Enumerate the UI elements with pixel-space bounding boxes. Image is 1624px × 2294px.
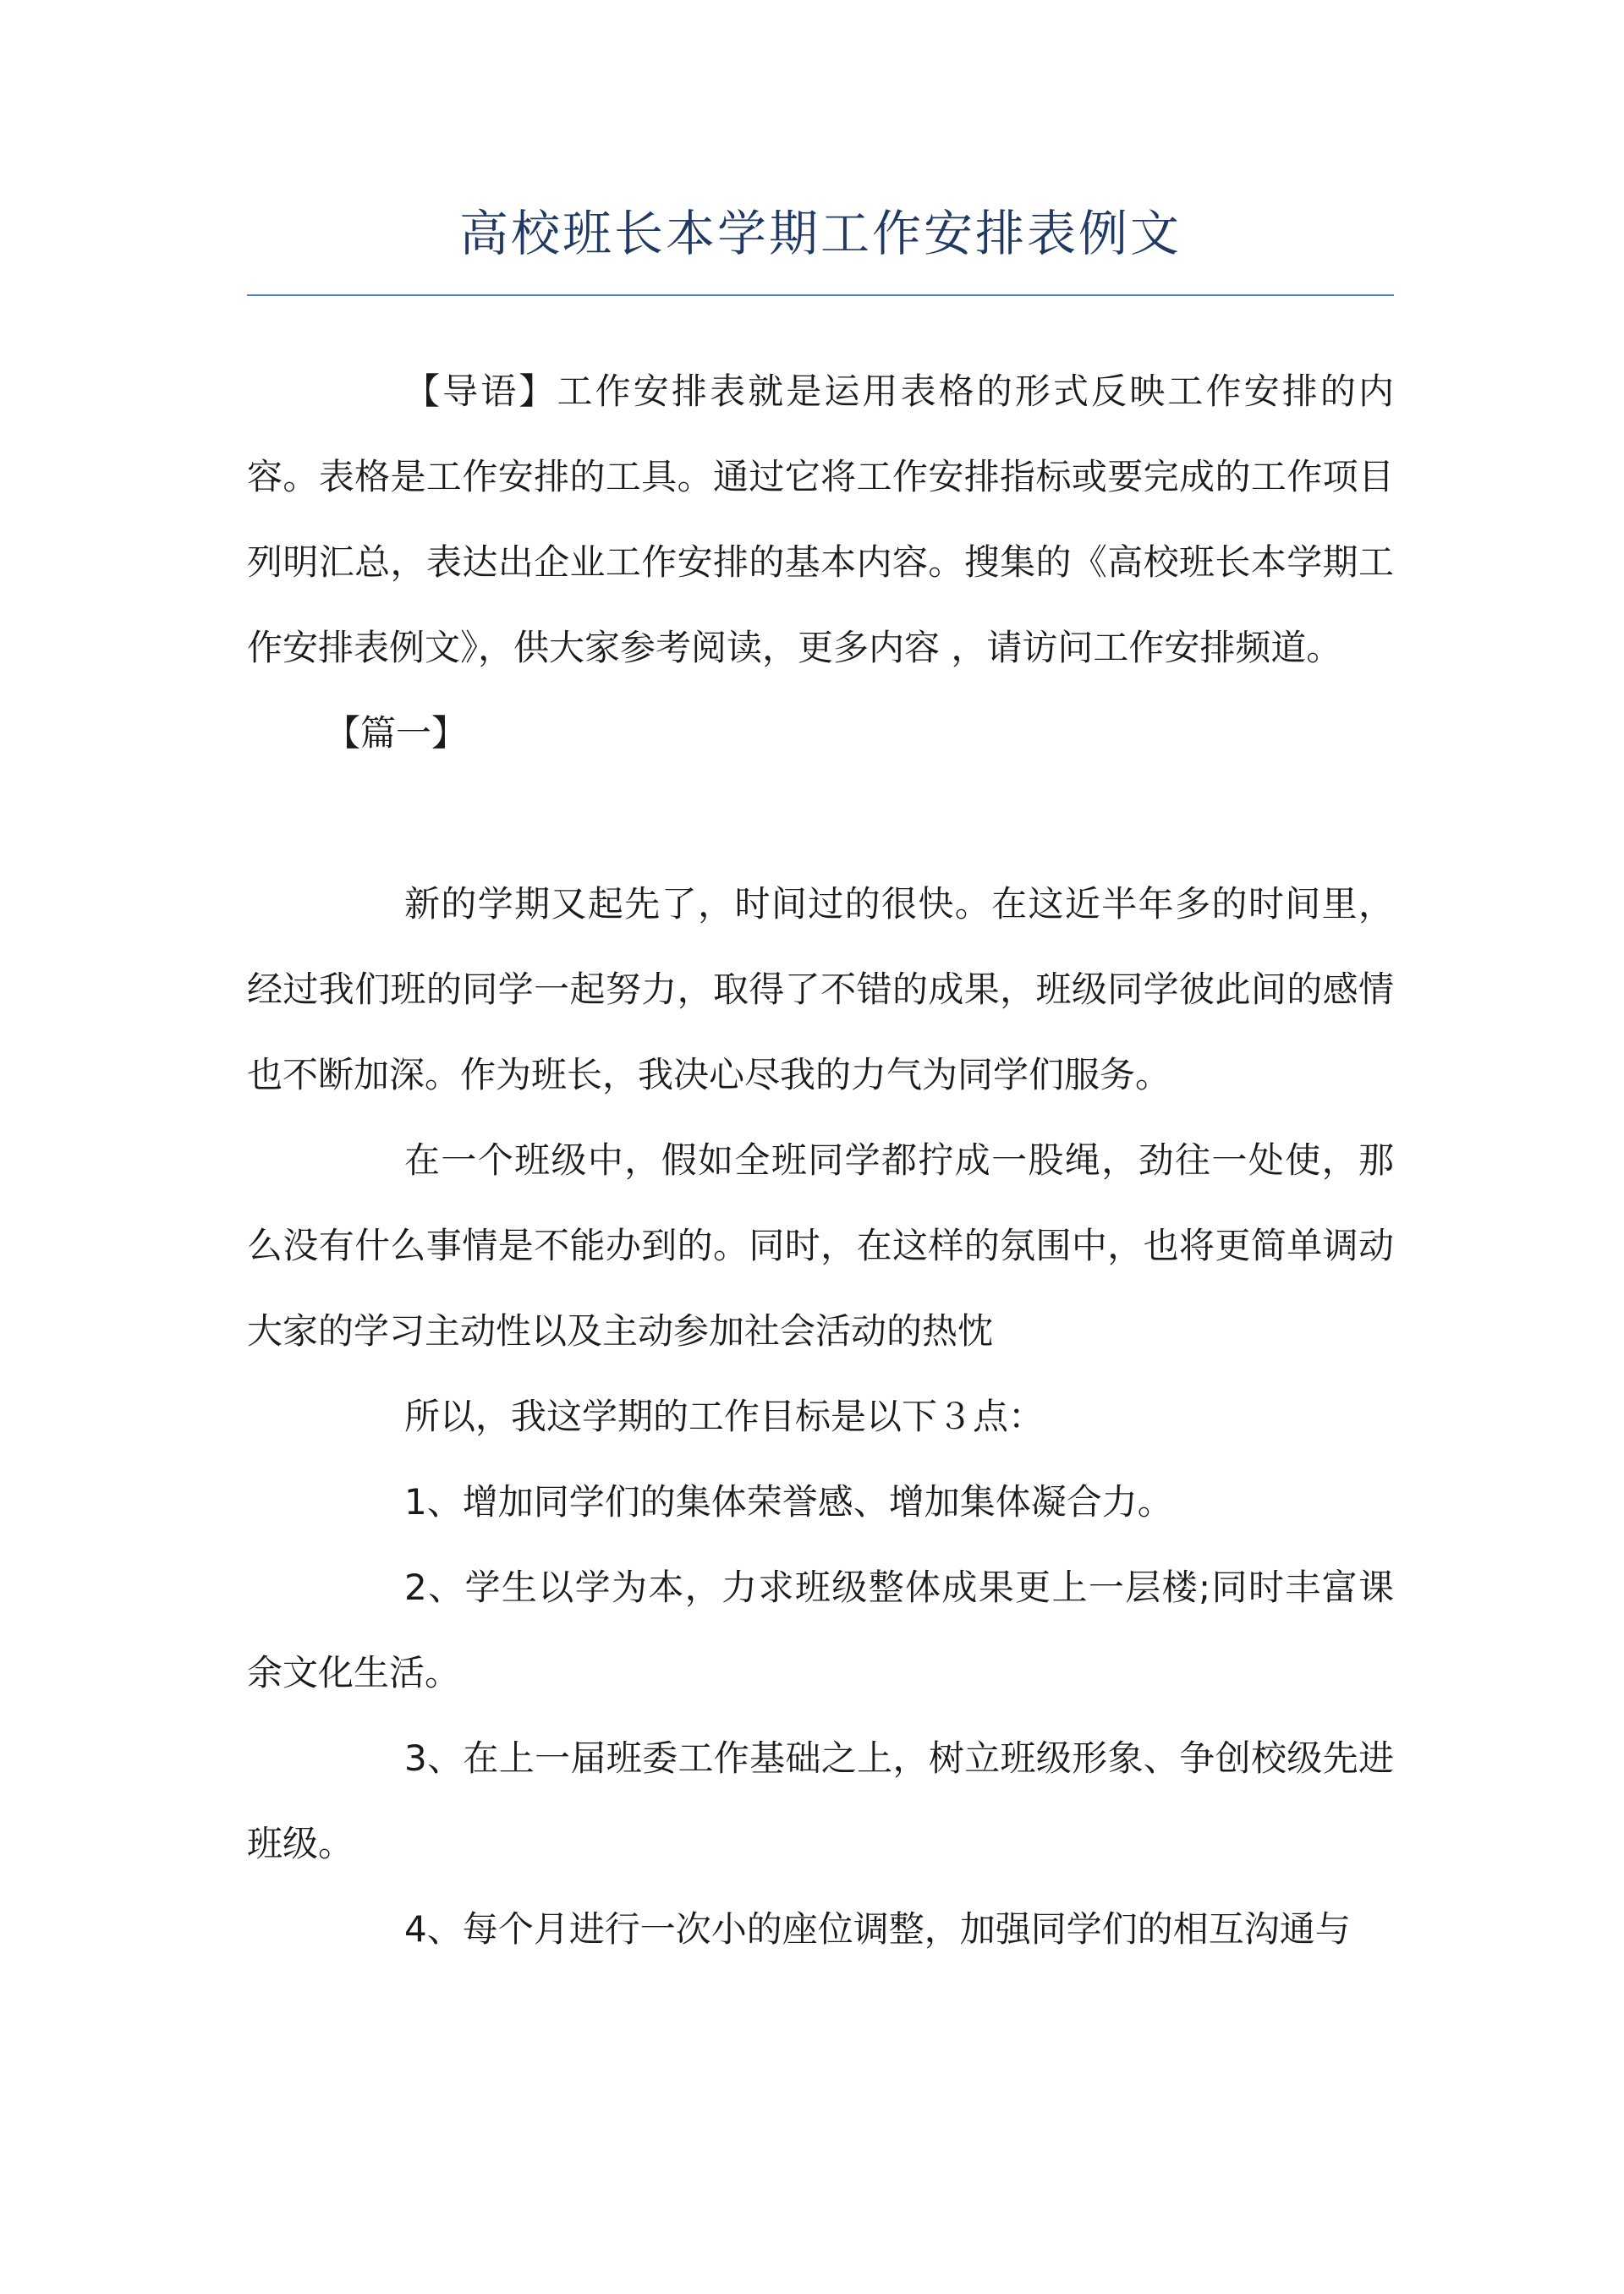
blank-line — [247, 776, 1394, 861]
body-paragraph: 新的学期又起先了，时间过的很快。在这近半年多的时间里，经过我们班的同学一起努力，取得了不错的成果，班级同学彼此间的感情也不断加深。作为班长，我决心尽我的力气为同学们服务。 — [247, 883, 1394, 1095]
list-item: 2、学生以学为本，力求班级整体成果更上一层楼;同时丰富课余文化生活。 — [247, 1567, 1394, 1693]
body-paragraph: 在一个班级中，假如全班同学都拧成一股绳，劲往一处使，那么没有什么事情是不能办到的。同时，在这样的氛围中，也将更简单调动大家的学习主动性以及主动参加社会活动的热忱 — [247, 1139, 1394, 1352]
title-underline — [247, 294, 1394, 296]
body-paragraph: 所以，我这学期的工作目标是以下３点： — [404, 1396, 1045, 1437]
list-item: 1、增加同学们的集体荣誉感、增加集体凝合力。 — [404, 1481, 1173, 1523]
document-body — [247, 348, 1394, 1972]
section-heading: 【篇一】 — [325, 712, 468, 754]
list-item: 4、每个月进行一次小的座位调整，加强同学们的相互沟通与 — [404, 1908, 1351, 1950]
list-item: 3、在上一届班委工作基础之上，树立班级形象、争创校级先进班级。 — [247, 1737, 1394, 1864]
document-title: 高校班长本学期工作安排表例文 — [458, 205, 1182, 262]
intro-paragraph: 【导语】工作安排表就是运用表格的形式反映工作安排的内容。表格是工作安排的工具。通过它将工作安排指标或要完成的工作项目列明汇总，表达出企业工作安排的基本内容。搜集的《高校班长本学期工作安排表例文》，供大家参考阅读，更多内容 ，请访问工作安排频道。 — [247, 370, 1394, 668]
